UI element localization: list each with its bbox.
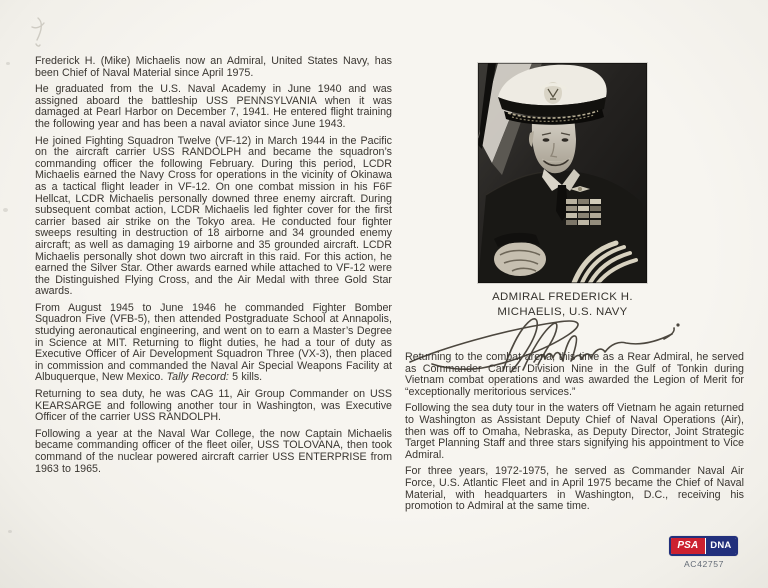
right-text-column <box>405 352 744 518</box>
paragraph-enterprise: Following a year at the Naval War College, the now Captain Michaelis became commanding officer of the fleet oiler, USS TOLOVANA, then took command of the nuclear powered aircraft carrier USS ENTERPRISE from 1963 to 1965. <box>35 427 392 475</box>
photo-caption <box>430 290 695 319</box>
pencil-smudge-mark <box>24 14 58 50</box>
paragraph-rear-admiral: Returning to the combat arena, this time as a Rear Admiral, he served as Commander Carrier Division Nine in the Gulf of Tonkin during Vietnam combat operations and was awarded the Legion of Merit for “exceptionally meritorious services.” <box>405 351 744 398</box>
paragraph-sea-duty: Returning to sea duty, he was CAG 11, Air Group Commander on USS KEARSARGE and following another tour in Washington, was Executive Officer of the carrier USS RANDOLPH. <box>35 388 392 424</box>
psa-dna-authentication-sticker <box>669 536 738 556</box>
portrait-photo-illustration <box>478 63 647 283</box>
scan-speck <box>3 208 8 212</box>
paragraph-admiral: For three years, 1972-1975, he served as Commander Naval Air Force, U.S. Atlantic Fleet and in April 1975 became the Chief of Naval Material, with headquarters in Washington, D.C., receiving his promotion to Admiral at the same time. <box>405 465 744 513</box>
paragraph-vice-admiral: Following the sea duty tour in the waters off Vietnam he again returned to Washington as Assistant Deputy Chief of Naval Operations (Air), then was off to Omaha, Nebraska, as Deputy Director, Joint Strategic Target Planning Staff and three stars signifying his appointment to Vice Admiral. <box>405 402 744 461</box>
tally-record-value: 5 kills. <box>228 371 263 384</box>
certification-number: AC42757 <box>683 559 725 569</box>
admiral-portrait-photo <box>478 63 647 283</box>
photo-caption-line1: ADMIRAL FREDERICK H. <box>492 291 633 303</box>
scan-speck <box>6 62 10 65</box>
psa-logo: PSA <box>671 538 706 554</box>
scan-speck <box>8 530 12 533</box>
paragraph-postwar-text: From August 1945 to June 1946 he commanded Fighter Bomber Squadron Five (VFB-5), then attended Postgraduate School at Annapolis, studying aeronautical engineering, and went on to earn a Master’s Degree in Science at MIT. Returning to flight duties, he had a tour of duty as Executive Officer of Air Development Squadron Three (VX-3), then placed in commission and commanded the Naval Air Special Weapons Facility at Albuquerque, New Mexico. <box>35 301 392 384</box>
paragraph-intro: Frederick H. (Mike) Michaelis now an Admiral, United States Navy, has been Chief of Naval Material since April 1975. <box>35 55 392 79</box>
tally-record-label: Tally Record: <box>166 371 229 384</box>
photo-caption-line2: MICHAELIS, U.S. NAVY <box>497 305 628 318</box>
left-text-column <box>35 56 392 480</box>
dna-logo: DNA <box>706 538 736 554</box>
paragraph-academy: He graduated from the U.S. Naval Academy in June 1940 and was assigned aboard the battleship USS PENNSYLVANIA when it was damaged at Pearl Harbor on December 7, 1941. He entered flight training the following year and has been a naval aviator since June 1943. <box>35 83 392 130</box>
paragraph-postwar <box>35 303 392 384</box>
paragraph-vf12-combat: He joined Fighting Squadron Twelve (VF-12) in March 1944 in the Pacific on the aircraft carrier USS RANDOLPH and became the squadron’s commanding officer the following February. During this period, LCDR Michaelis earned the Navy Cross for operations in the vicinity of Okinawa as a tactical flight leader in VF-12. On one combat mission in his F6F Hellcat, LCDR Michaelis personally downed three enemy aircraft. During subsequent combat action, LCDR Michaelis led fighter cover for the first carrier based air strike on the Tokyo area. He conducted four fighter sweeps resulting in destruction of 18 airborne and 34 grounded enemy aircraft; as well as damaging 19 airborne and 35 grounded aircraft. LCDR Michaelis personally shot down two aircraft in this raid. For this action, he earned the Silver Star. Other awards earned while attached to VF-12 were the Distinguished Flying Cross, and the Air Medal with three Gold Star awards. <box>35 134 392 298</box>
